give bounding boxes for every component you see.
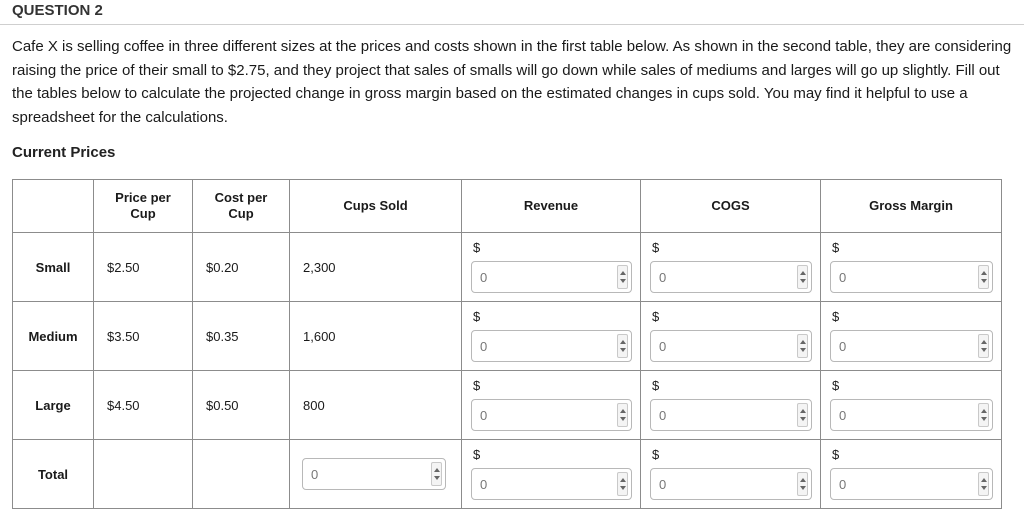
spinner-up-icon[interactable]	[981, 409, 987, 413]
cogs-cell	[641, 371, 821, 440]
spinner-arrows[interactable]	[978, 265, 989, 289]
question-title: QUESTION 2	[12, 2, 103, 19]
table-row-large	[13, 371, 1002, 440]
spinner-arrows[interactable]	[617, 265, 628, 289]
row-label: Small	[13, 233, 94, 302]
spinner-down-icon[interactable]	[620, 279, 626, 283]
margin-input-medium[interactable]	[830, 330, 993, 362]
title-divider	[0, 24, 1024, 25]
dollar-sign: $	[652, 378, 660, 393]
cogs-cell	[641, 233, 821, 302]
cups-sold-cell	[290, 440, 462, 509]
cups-sold-cell: 800	[290, 371, 462, 440]
spinner-up-icon[interactable]	[434, 468, 440, 472]
header-gross-margin: Gross Margin	[821, 180, 1002, 233]
margin-cell	[821, 302, 1002, 371]
section-title: Current Prices	[12, 144, 116, 161]
spinner-down-icon[interactable]	[800, 279, 806, 283]
cost-cell-empty	[193, 440, 290, 509]
row-label: Large	[13, 371, 94, 440]
cogs-input-small[interactable]	[650, 261, 812, 293]
price-cell: $2.50	[94, 233, 193, 302]
spinner-arrows[interactable]	[797, 265, 808, 289]
table-row-small	[13, 233, 1002, 302]
input-value: 0	[480, 270, 488, 285]
input-value: 0	[839, 339, 847, 354]
spinner-down-icon[interactable]	[800, 486, 806, 490]
spinner-arrows[interactable]	[617, 472, 628, 496]
dollar-sign: $	[832, 309, 840, 324]
dollar-sign: $	[832, 378, 840, 393]
input-value: 0	[659, 270, 667, 285]
spinner-down-icon[interactable]	[800, 348, 806, 352]
spinner-arrows[interactable]	[797, 403, 808, 427]
spinner-up-icon[interactable]	[800, 271, 806, 275]
spinner-up-icon[interactable]	[620, 271, 626, 275]
dollar-sign: $	[473, 240, 481, 255]
price-cell: $4.50	[94, 371, 193, 440]
spinner-down-icon[interactable]	[620, 417, 626, 421]
revenue-cell	[462, 233, 641, 302]
spinner-up-icon[interactable]	[981, 478, 987, 482]
row-label: Medium	[13, 302, 94, 371]
revenue-input-total[interactable]	[471, 468, 632, 500]
spinner-down-icon[interactable]	[981, 417, 987, 421]
dollar-sign: $	[473, 309, 481, 324]
header-blank	[13, 180, 94, 233]
revenue-cell	[462, 302, 641, 371]
margin-input-small[interactable]	[830, 261, 993, 293]
dollar-sign: $	[473, 378, 481, 393]
question-text: Cafe X is selling coffee in three different sizes at the prices and costs shown in the first table below. As shown in the second table, they are considering raising the price of their small to $2.75, and they project that sales of smalls will go down while sales of mediums and larges will go up slightly. Fill out the tables below to calculate the projected change in gross margin based on the estimated changes in cups sold. You may find it helpful to use a spreadsheet for the calculations.	[12, 38, 1012, 126]
input-value: 0	[839, 408, 847, 423]
spinner-up-icon[interactable]	[800, 409, 806, 413]
dollar-sign: $	[652, 447, 660, 462]
spinner-down-icon[interactable]	[981, 279, 987, 283]
spinner-arrows[interactable]	[617, 334, 628, 358]
cost-cell: $0.20	[193, 233, 290, 302]
header-revenue: Revenue	[462, 180, 641, 233]
header-cogs: COGS	[641, 180, 821, 233]
header-row	[13, 180, 1002, 233]
header-cups-sold: Cups Sold	[290, 180, 462, 233]
dollar-sign: $	[473, 447, 481, 462]
cogs-cell	[641, 302, 821, 371]
dollar-sign: $	[652, 309, 660, 324]
revenue-cell	[462, 440, 641, 509]
spinner-arrows[interactable]	[797, 334, 808, 358]
spinner-up-icon[interactable]	[981, 271, 987, 275]
spinner-down-icon[interactable]	[981, 348, 987, 352]
revenue-input-small[interactable]	[471, 261, 632, 293]
dollar-sign: $	[832, 447, 840, 462]
spinner-down-icon[interactable]	[434, 476, 440, 480]
input-value: 0	[480, 339, 488, 354]
input-value: 0	[659, 408, 667, 423]
input-value: 0	[311, 467, 319, 482]
dollar-sign: $	[832, 240, 840, 255]
revenue-input-large[interactable]	[471, 399, 632, 431]
spinner-up-icon[interactable]	[620, 478, 626, 482]
header-cost-per-cup: Cost per Cup	[193, 180, 290, 233]
margin-input-total[interactable]	[830, 468, 993, 500]
spinner-up-icon[interactable]	[620, 340, 626, 344]
table-row-medium	[13, 302, 1002, 371]
cups-sold-input-total[interactable]	[302, 458, 446, 490]
spinner-up-icon[interactable]	[800, 478, 806, 482]
revenue-input-medium[interactable]	[471, 330, 632, 362]
spinner-arrows[interactable]	[617, 403, 628, 427]
margin-cell	[821, 371, 1002, 440]
cogs-input-large[interactable]	[650, 399, 812, 431]
header-price-per-cup: Price per Cup	[94, 180, 193, 233]
spinner-up-icon[interactable]	[981, 340, 987, 344]
spinner-arrows[interactable]	[978, 403, 989, 427]
cost-cell: $0.50	[193, 371, 290, 440]
cups-sold-cell: 1,600	[290, 302, 462, 371]
table-row-total	[13, 440, 1002, 509]
margin-input-large[interactable]	[830, 399, 993, 431]
cogs-input-total[interactable]	[650, 468, 812, 500]
cogs-cell	[641, 440, 821, 509]
input-value: 0	[480, 477, 488, 492]
input-value: 0	[659, 339, 667, 354]
current-prices-table	[12, 179, 1002, 509]
input-value: 0	[839, 270, 847, 285]
spinner-up-icon[interactable]	[620, 409, 626, 413]
spinner-up-icon[interactable]	[800, 340, 806, 344]
cost-cell: $0.35	[193, 302, 290, 371]
spinner-down-icon[interactable]	[620, 486, 626, 490]
row-label: Total	[13, 440, 94, 509]
input-value: 0	[480, 408, 488, 423]
spinner-down-icon[interactable]	[800, 417, 806, 421]
spinner-arrows[interactable]	[978, 334, 989, 358]
spinner-arrows[interactable]	[797, 472, 808, 496]
margin-cell	[821, 233, 1002, 302]
input-value: 0	[839, 477, 847, 492]
spinner-arrows[interactable]	[431, 462, 442, 486]
dollar-sign: $	[652, 240, 660, 255]
price-cell: $3.50	[94, 302, 193, 371]
spinner-down-icon[interactable]	[620, 348, 626, 352]
spinner-arrows[interactable]	[978, 472, 989, 496]
cogs-input-medium[interactable]	[650, 330, 812, 362]
spinner-down-icon[interactable]	[981, 486, 987, 490]
input-value: 0	[659, 477, 667, 492]
cups-sold-cell: 2,300	[290, 233, 462, 302]
revenue-cell	[462, 371, 641, 440]
margin-cell	[821, 440, 1002, 509]
price-cell-empty	[94, 440, 193, 509]
